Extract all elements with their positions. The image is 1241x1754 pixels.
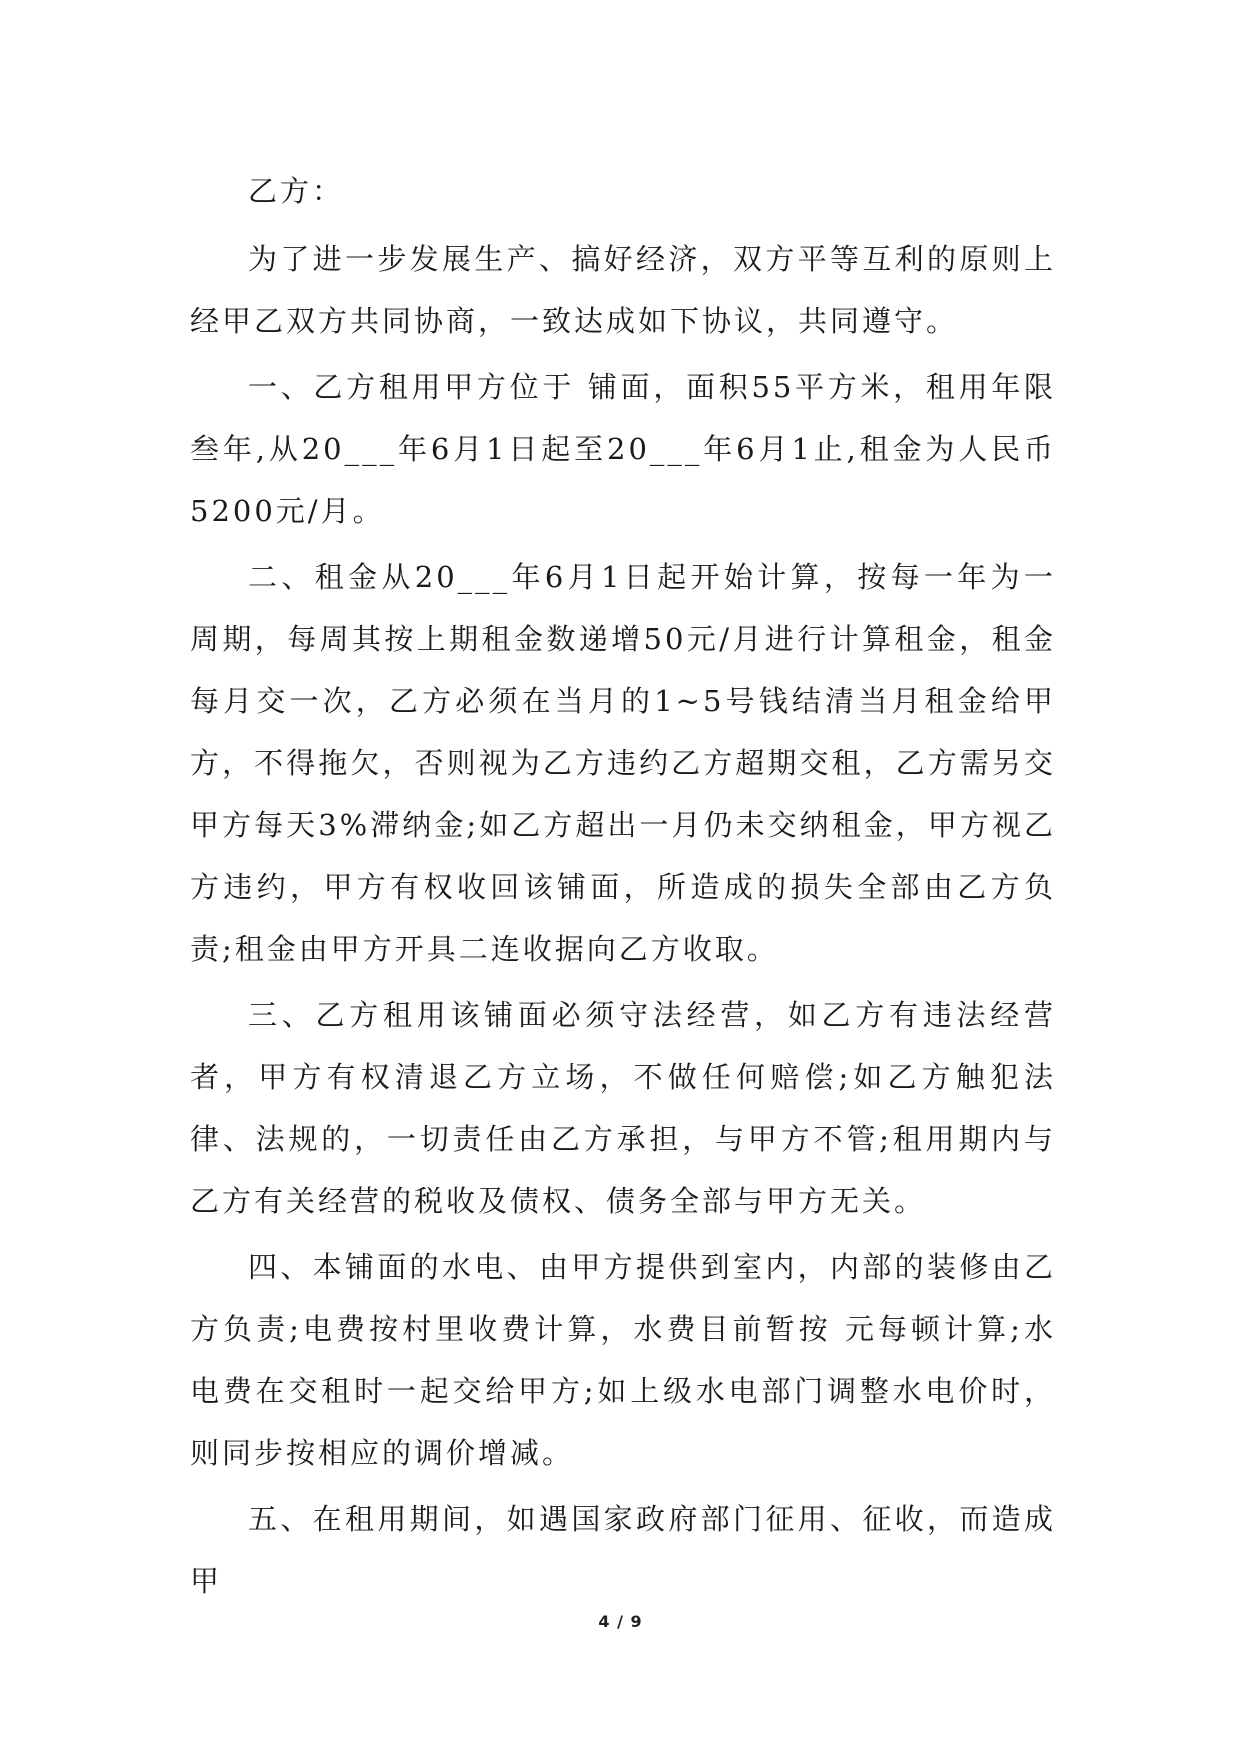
clause-4-paragraph: 四、本铺面的水电、由甲方提供到室内，内部的装修由乙方负责;电费按村里收费计算，水费目前暂按 元每顿计算;水电费在交租时一起交给甲方;如上级水电部门调整水电价时，则同步按相应的调价增减。 <box>190 1250 1056 1470</box>
page-number: 4 / 9 <box>598 1612 643 1631</box>
document-body <box>190 160 1056 1616</box>
clause-2-paragraph: 二、租金从20___年6月1日起开始计算，按每一年为一周期，每周其按上期租金数递增50元/月进行计算租金，租金每月交一次，乙方必须在当月的1~5号钱结清当月租金给甲方，不得拖欠，否则视为乙方违约乙方超期交租，乙方需另交甲方每天3%滞纳金;如乙方超出一月仍未交纳租金，甲方视乙方违约，甲方有权收回该铺面，所造成的损失全部由乙方负责;租金由甲方开具二连收据向乙方收取。 <box>190 560 1056 966</box>
preamble-paragraph: 为了进一步发展生产、搞好经济，双方平等互利的原则上经甲乙双方共同协商，一致达成如下协议，共同遵守。 <box>190 242 1056 338</box>
party-b-line: 乙方： <box>248 174 345 208</box>
clause-3-paragraph: 三、乙方租用该铺面必须守法经营，如乙方有违法经营者，甲方有权清退乙方立场，不做任何赔偿;如乙方触犯法律、法规的，一切责任由乙方承担，与甲方不管;租用期内与乙方有关经营的税收及债权、债务全部与甲方无关。 <box>190 998 1056 1218</box>
clause-1-paragraph: 一、乙方租用甲方位于 铺面，面积55平方米，租用年限叁年,从20___年6月1日起至20___年6月1止,租金为人民币5200元/月。 <box>190 370 1056 528</box>
clause-5-paragraph: 五、在租用期间，如遇国家政府部门征用、征收，而造成甲 <box>190 1502 1056 1598</box>
